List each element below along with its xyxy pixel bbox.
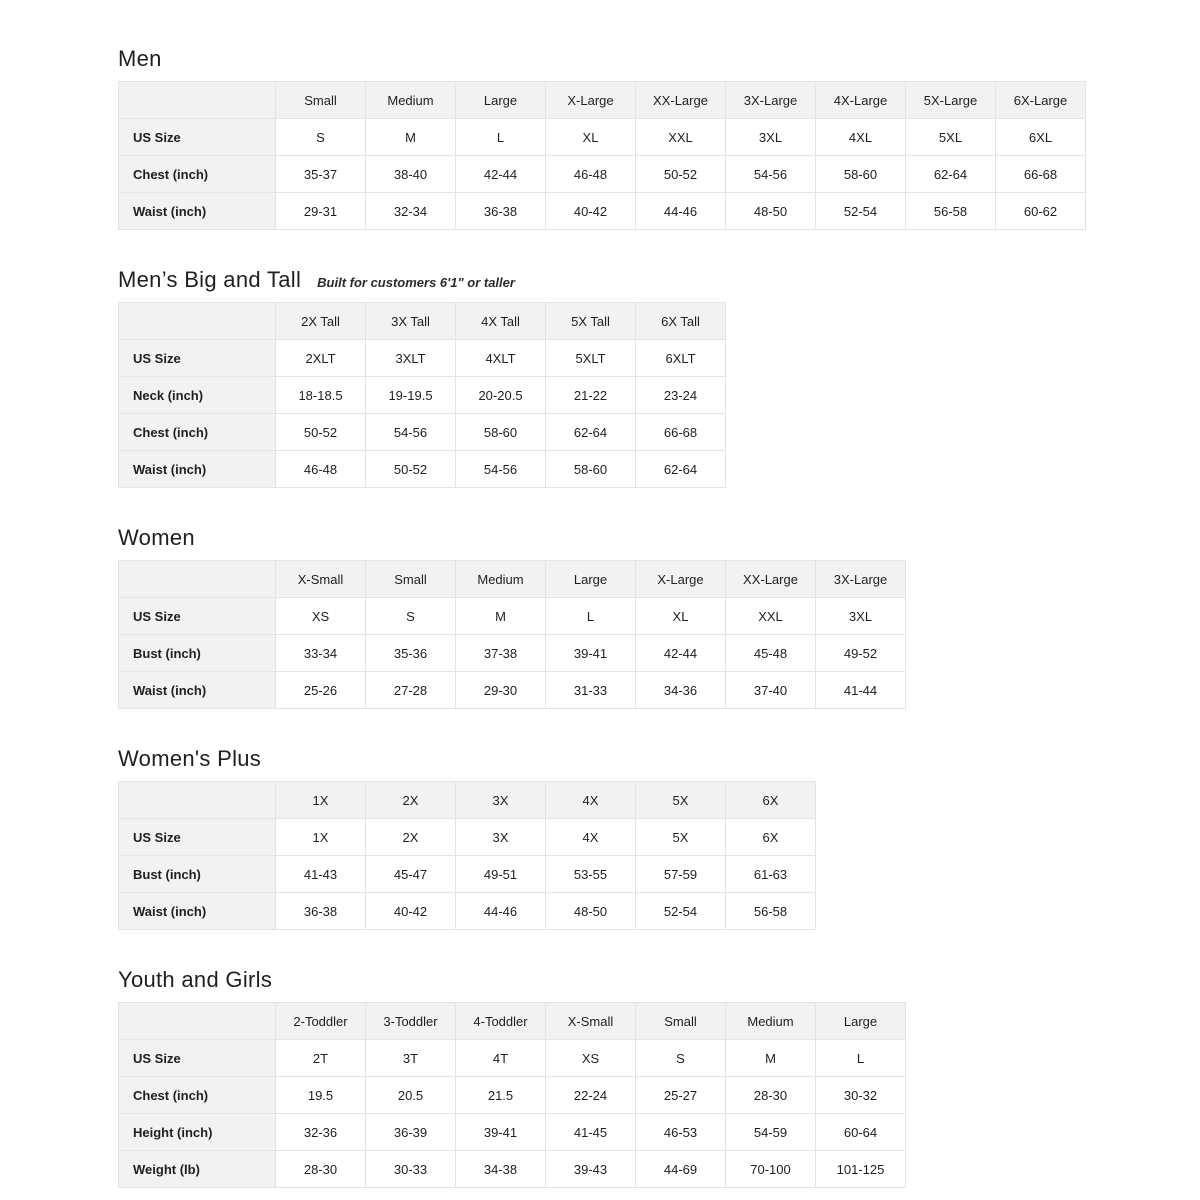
column-header: 5X Tall [546, 303, 636, 340]
size-cell: 42-44 [456, 156, 546, 193]
size-cell: 31-33 [546, 672, 636, 709]
size-cell: M [366, 119, 456, 156]
size-cell: 53-55 [546, 856, 636, 893]
size-cell: 25-27 [636, 1077, 726, 1114]
size-cell: 52-54 [816, 193, 906, 230]
size-cell: 19.5 [276, 1077, 366, 1114]
table-row [119, 598, 906, 635]
size-cell: 58-60 [546, 451, 636, 488]
column-header: 2X Tall [276, 303, 366, 340]
column-header: 2X [366, 782, 456, 819]
column-header: X-Small [546, 1003, 636, 1040]
men-size-table [118, 81, 1086, 230]
corner-cell [119, 82, 276, 119]
size-cell: 22-24 [546, 1077, 636, 1114]
column-header: Medium [366, 82, 456, 119]
column-header: 3X [456, 782, 546, 819]
size-cell: 49-52 [816, 635, 906, 672]
size-cell: 32-34 [366, 193, 456, 230]
size-cell: 37-40 [726, 672, 816, 709]
size-cell: 20-20.5 [456, 377, 546, 414]
size-cell: 56-58 [726, 893, 816, 930]
table-row [119, 1151, 906, 1188]
size-cell: 36-39 [366, 1114, 456, 1151]
row-label: Bust (inch) [119, 856, 276, 893]
table-row [119, 635, 906, 672]
women-size-table [118, 560, 906, 709]
size-cell: 35-36 [366, 635, 456, 672]
size-cell: 45-48 [726, 635, 816, 672]
mens-big-and-tall-size-table [118, 302, 726, 488]
size-cell: 44-46 [636, 193, 726, 230]
section-men [118, 46, 1200, 230]
table-row [119, 1114, 906, 1151]
column-header: Large [546, 561, 636, 598]
header-row [119, 561, 906, 598]
size-cell: 41-44 [816, 672, 906, 709]
row-label: US Size [119, 819, 276, 856]
size-cell: 101-125 [816, 1151, 906, 1188]
size-cell: XXL [726, 598, 816, 635]
table-row [119, 377, 726, 414]
column-header: 3X-Large [816, 561, 906, 598]
table-row [119, 414, 726, 451]
size-cell: XS [276, 598, 366, 635]
size-cell: 29-30 [456, 672, 546, 709]
section-header [118, 967, 1200, 993]
size-cell: 34-38 [456, 1151, 546, 1188]
corner-cell [119, 303, 276, 340]
row-label: Chest (inch) [119, 156, 276, 193]
size-cell: 66-68 [636, 414, 726, 451]
size-cell: 41-43 [276, 856, 366, 893]
size-cell: 33-34 [276, 635, 366, 672]
table-row [119, 1077, 906, 1114]
size-cell: 3XLT [366, 340, 456, 377]
size-cell: XL [636, 598, 726, 635]
column-header: X-Small [276, 561, 366, 598]
header-row [119, 782, 816, 819]
size-cell: S [366, 598, 456, 635]
size-cell: 46-48 [546, 156, 636, 193]
table-row [119, 819, 816, 856]
column-header: 6X Tall [636, 303, 726, 340]
column-header: 5X [636, 782, 726, 819]
section-header [118, 525, 1200, 551]
size-cell: 36-38 [456, 193, 546, 230]
column-header: X-Large [636, 561, 726, 598]
table-row [119, 1040, 906, 1077]
header-row [119, 1003, 906, 1040]
size-cell: 50-52 [276, 414, 366, 451]
section-header [118, 746, 1200, 772]
size-cell: 5XL [906, 119, 996, 156]
section-subtitle-mens-big-and-tall: Built for customers 6'1" or taller [317, 275, 515, 290]
size-cell: 50-52 [366, 451, 456, 488]
section-title-womens-plus: Women's Plus [118, 746, 262, 771]
column-header: 6X-Large [996, 82, 1086, 119]
size-cell: 44-69 [636, 1151, 726, 1188]
header-row [119, 303, 726, 340]
header-row [119, 82, 1086, 119]
table-row [119, 119, 1086, 156]
row-label: US Size [119, 340, 276, 377]
size-cell: 54-56 [366, 414, 456, 451]
size-cell: 54-56 [726, 156, 816, 193]
size-cell: 21.5 [456, 1077, 546, 1114]
size-cell: 49-51 [456, 856, 546, 893]
size-cell: 2XLT [276, 340, 366, 377]
row-label: Chest (inch) [119, 414, 276, 451]
section-title-mens-big-and-tall: Men’s Big and Tall [118, 267, 302, 292]
size-cell: 25-26 [276, 672, 366, 709]
size-cell: 21-22 [546, 377, 636, 414]
section-title-men: Men [118, 46, 162, 71]
row-label: Bust (inch) [119, 635, 276, 672]
size-cell: 28-30 [726, 1077, 816, 1114]
size-cell: 5X [636, 819, 726, 856]
table-row [119, 193, 1086, 230]
size-cell: 20.5 [366, 1077, 456, 1114]
womens-plus-size-table [118, 781, 816, 930]
size-cell: 62-64 [636, 451, 726, 488]
row-label: Chest (inch) [119, 1077, 276, 1114]
table-row [119, 340, 726, 377]
table-row [119, 672, 906, 709]
section-header [118, 267, 1200, 293]
section-women [118, 525, 1200, 709]
size-cell: 50-52 [636, 156, 726, 193]
size-cell: 30-33 [366, 1151, 456, 1188]
column-header: X-Large [546, 82, 636, 119]
size-cell: 58-60 [456, 414, 546, 451]
size-cell: 44-46 [456, 893, 546, 930]
column-header: Large [816, 1003, 906, 1040]
size-cell: 30-32 [816, 1077, 906, 1114]
row-label: Waist (inch) [119, 193, 276, 230]
size-cell: 40-42 [546, 193, 636, 230]
size-cell: 6X [726, 819, 816, 856]
row-label: US Size [119, 598, 276, 635]
youth-and-girls-size-table [118, 1002, 906, 1188]
table-row [119, 156, 1086, 193]
column-header: Large [456, 82, 546, 119]
size-cell: 39-43 [546, 1151, 636, 1188]
row-label: Waist (inch) [119, 672, 276, 709]
column-header: 3X-Large [726, 82, 816, 119]
size-cell: 60-64 [816, 1114, 906, 1151]
size-cell: 6XL [996, 119, 1086, 156]
size-cell: 3T [366, 1040, 456, 1077]
size-cell: 37-38 [456, 635, 546, 672]
size-cell: 46-48 [276, 451, 366, 488]
size-cell: 48-50 [726, 193, 816, 230]
size-cell: 34-36 [636, 672, 726, 709]
size-cell: 3XL [816, 598, 906, 635]
corner-cell [119, 561, 276, 598]
size-cell: 54-56 [456, 451, 546, 488]
size-cell: 57-59 [636, 856, 726, 893]
row-label: Weight (lb) [119, 1151, 276, 1188]
corner-cell [119, 1003, 276, 1040]
column-header: Small [366, 561, 456, 598]
column-header: 4X [546, 782, 636, 819]
size-cell: 3XL [726, 119, 816, 156]
column-header: XX-Large [726, 561, 816, 598]
size-cell: 60-62 [996, 193, 1086, 230]
size-cell: 3X [456, 819, 546, 856]
size-cell: XS [546, 1040, 636, 1077]
size-cell: L [546, 598, 636, 635]
size-cell: XXL [636, 119, 726, 156]
section-title-youth-and-girls: Youth and Girls [118, 967, 273, 992]
size-cell: 48-50 [546, 893, 636, 930]
section-womens-plus [118, 746, 1200, 930]
table-row [119, 856, 816, 893]
row-label: Neck (inch) [119, 377, 276, 414]
column-header: 4X Tall [456, 303, 546, 340]
size-cell: 5XLT [546, 340, 636, 377]
size-cell: 28-30 [276, 1151, 366, 1188]
size-cell: 39-41 [456, 1114, 546, 1151]
corner-cell [119, 782, 276, 819]
size-cell: XL [546, 119, 636, 156]
size-cell: 70-100 [726, 1151, 816, 1188]
size-cell: 4XL [816, 119, 906, 156]
size-cell: 58-60 [816, 156, 906, 193]
row-label: Waist (inch) [119, 893, 276, 930]
size-cell: 56-58 [906, 193, 996, 230]
section-youth-and-girls [118, 967, 1200, 1188]
row-label: US Size [119, 1040, 276, 1077]
column-header: 2-Toddler [276, 1003, 366, 1040]
size-cell: L [816, 1040, 906, 1077]
column-header: 4-Toddler [456, 1003, 546, 1040]
size-cell: M [456, 598, 546, 635]
column-header: 3-Toddler [366, 1003, 456, 1040]
size-cell: 38-40 [366, 156, 456, 193]
size-cell: 18-18.5 [276, 377, 366, 414]
row-label: Height (inch) [119, 1114, 276, 1151]
size-cell: 4XLT [456, 340, 546, 377]
size-cell: 4T [456, 1040, 546, 1077]
size-cell: 35-37 [276, 156, 366, 193]
column-header: 1X [276, 782, 366, 819]
size-cell: 27-28 [366, 672, 456, 709]
column-header: 3X Tall [366, 303, 456, 340]
size-cell: 1X [276, 819, 366, 856]
size-cell: 42-44 [636, 635, 726, 672]
size-cell: 32-36 [276, 1114, 366, 1151]
size-cell: 23-24 [636, 377, 726, 414]
size-cell: 54-59 [726, 1114, 816, 1151]
column-header: XX-Large [636, 82, 726, 119]
size-cell: 36-38 [276, 893, 366, 930]
table-row [119, 451, 726, 488]
size-cell: 41-45 [546, 1114, 636, 1151]
section-title-women: Women [118, 525, 195, 550]
size-cell: 46-53 [636, 1114, 726, 1151]
column-header: 4X-Large [816, 82, 906, 119]
size-cell: 6XLT [636, 340, 726, 377]
column-header: 6X [726, 782, 816, 819]
size-cell: 2X [366, 819, 456, 856]
size-cell: 40-42 [366, 893, 456, 930]
column-header: Small [276, 82, 366, 119]
column-header: Medium [456, 561, 546, 598]
row-label: US Size [119, 119, 276, 156]
size-cell: L [456, 119, 546, 156]
table-row [119, 893, 816, 930]
size-cell: 45-47 [366, 856, 456, 893]
size-cell: 19-19.5 [366, 377, 456, 414]
row-label: Waist (inch) [119, 451, 276, 488]
size-cell: 61-63 [726, 856, 816, 893]
size-cell: S [276, 119, 366, 156]
size-cell: 39-41 [546, 635, 636, 672]
size-cell: 62-64 [906, 156, 996, 193]
size-cell: 62-64 [546, 414, 636, 451]
column-header: 5X-Large [906, 82, 996, 119]
size-cell: M [726, 1040, 816, 1077]
size-cell: 4X [546, 819, 636, 856]
size-cell: 66-68 [996, 156, 1086, 193]
section-mens-big-and-tall [118, 267, 1200, 488]
size-cell: 52-54 [636, 893, 726, 930]
size-cell: 2T [276, 1040, 366, 1077]
column-header: Medium [726, 1003, 816, 1040]
size-cell: 29-31 [276, 193, 366, 230]
section-header [118, 46, 1200, 72]
size-cell: S [636, 1040, 726, 1077]
column-header: Small [636, 1003, 726, 1040]
